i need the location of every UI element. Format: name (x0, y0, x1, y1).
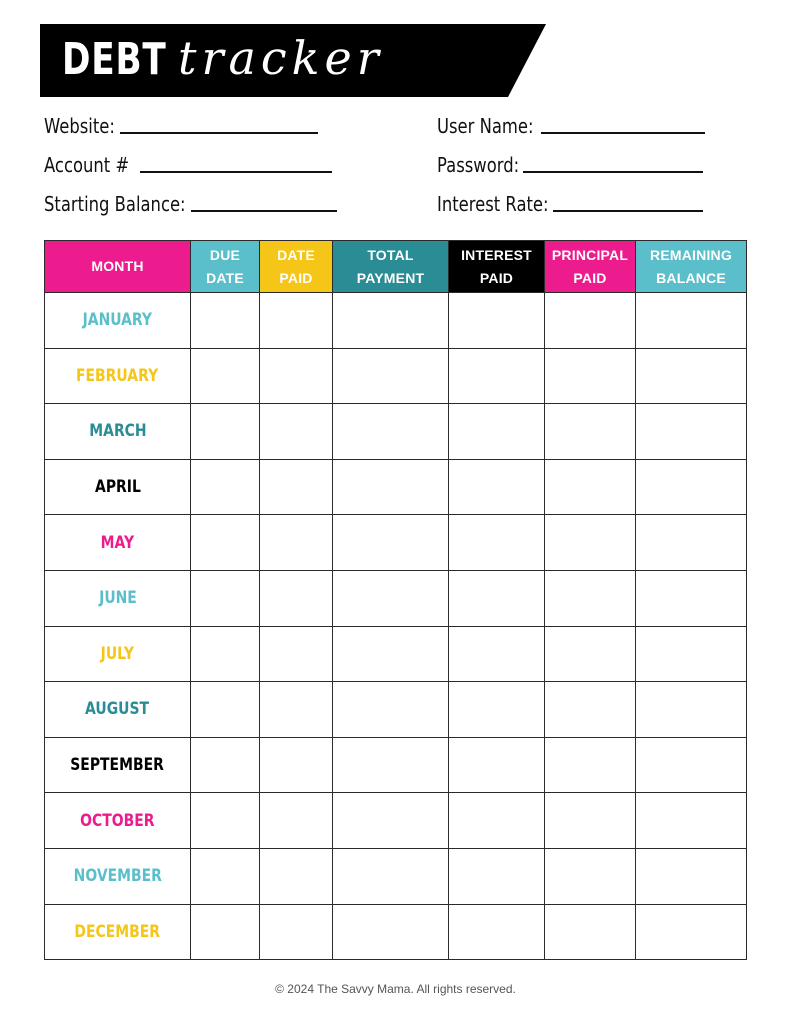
entry-cell[interactable] (545, 848, 636, 904)
entry-cell[interactable] (333, 570, 449, 626)
month-label: FEBRUARY (76, 365, 159, 386)
entry-cell[interactable] (636, 682, 747, 738)
table-row (45, 682, 747, 738)
entry-cell[interactable] (449, 904, 545, 960)
month-label: MAY (100, 532, 135, 553)
table-row (45, 793, 747, 849)
interest-rate-line[interactable] (553, 210, 703, 212)
entry-cell[interactable] (636, 848, 747, 904)
entry-cell[interactable] (191, 737, 260, 793)
entry-cell[interactable] (191, 848, 260, 904)
entry-cell[interactable] (636, 293, 747, 349)
entry-cell[interactable] (449, 793, 545, 849)
month-label: JANUARY (82, 310, 153, 331)
entry-cell[interactable] (636, 348, 747, 404)
header-label: BALANCE (656, 269, 726, 286)
header-label: DATE (206, 269, 244, 286)
entry-cell[interactable] (333, 348, 449, 404)
month-label: MARCH (88, 421, 147, 442)
month-cell (45, 293, 191, 349)
entry-cell[interactable] (545, 793, 636, 849)
entry-cell[interactable] (333, 293, 449, 349)
entry-cell[interactable] (449, 626, 545, 682)
entry-cell[interactable] (545, 682, 636, 738)
table-row (45, 626, 747, 682)
entry-cell[interactable] (191, 459, 260, 515)
entry-cell[interactable] (191, 570, 260, 626)
month-label: AUGUST (85, 699, 150, 720)
month-cell (45, 404, 191, 460)
title-debt: DEBT (62, 34, 167, 85)
password-label: Password: (437, 153, 520, 177)
entry-cell[interactable] (333, 682, 449, 738)
entry-cell[interactable] (191, 293, 260, 349)
debt-table (44, 240, 747, 960)
entry-cell[interactable] (449, 459, 545, 515)
month-label: APRIL (94, 477, 141, 498)
entry-cell[interactable] (449, 348, 545, 404)
entry-cell[interactable] (333, 459, 449, 515)
user-name-field[interactable] (437, 112, 705, 138)
starting-balance-label: Starting Balance: (44, 192, 186, 216)
entry-cell[interactable] (636, 793, 747, 849)
table-row (45, 904, 747, 960)
entry-cell[interactable] (260, 682, 333, 738)
month-label: DECEMBER (74, 921, 161, 942)
month-cell (45, 515, 191, 571)
account-field[interactable] (44, 151, 332, 177)
header-label: REMAINING (650, 246, 732, 263)
entry-cell[interactable] (191, 904, 260, 960)
title-tracker: tracker (178, 31, 384, 85)
month-cell (45, 682, 191, 738)
entry-cell[interactable] (260, 348, 333, 404)
table-row (45, 515, 747, 571)
entry-cell[interactable] (260, 459, 333, 515)
website-line[interactable] (120, 132, 318, 134)
entry-cell[interactable] (191, 404, 260, 460)
entry-cell[interactable] (260, 404, 333, 460)
entry-cell[interactable] (545, 570, 636, 626)
entry-cell[interactable] (191, 793, 260, 849)
header-label: PAID (279, 269, 313, 286)
month-label: JUNE (98, 588, 137, 609)
entry-cell[interactable] (449, 515, 545, 571)
table-row (45, 404, 747, 460)
entry-cell[interactable] (545, 404, 636, 460)
header-label: PRINCIPAL (551, 246, 629, 263)
account-line[interactable] (140, 171, 332, 173)
entry-cell[interactable] (260, 848, 333, 904)
entry-cell[interactable] (191, 348, 260, 404)
header-cell (260, 241, 333, 293)
entry-cell[interactable] (636, 737, 747, 793)
month-label: JULY (100, 643, 135, 664)
month-cell (45, 570, 191, 626)
month-cell (45, 793, 191, 849)
entry-cell[interactable] (449, 682, 545, 738)
interest-rate-field[interactable] (437, 190, 703, 216)
entry-cell[interactable] (260, 626, 333, 682)
header-label: MONTH (91, 258, 144, 274)
entry-cell[interactable] (260, 793, 333, 849)
header-cell (636, 241, 747, 293)
header-label: TOTAL (367, 246, 414, 263)
interest-rate-label: Interest Rate: (437, 192, 549, 216)
entry-cell[interactable] (333, 848, 449, 904)
header-label: PAID (479, 269, 514, 286)
entry-cell[interactable] (191, 515, 260, 571)
header-label: PAYMENT (356, 269, 425, 286)
copyright-footer: © 2024 The Savvy Mama. All rights reserved. (275, 982, 516, 996)
month-label: SEPTEMBER (70, 755, 165, 776)
entry-cell[interactable] (260, 570, 333, 626)
entry-cell[interactable] (333, 626, 449, 682)
entry-cell[interactable] (545, 626, 636, 682)
month-cell (45, 459, 191, 515)
entry-cell[interactable] (333, 793, 449, 849)
title-banner (40, 24, 546, 97)
month-cell (45, 348, 191, 404)
entry-cell[interactable] (545, 515, 636, 571)
password-field[interactable] (437, 151, 703, 177)
account-label: Account # (44, 153, 130, 177)
entry-cell[interactable] (636, 904, 747, 960)
user-name-line[interactable] (541, 132, 705, 134)
entry-cell[interactable] (636, 459, 747, 515)
month-cell (45, 737, 191, 793)
header-cell (333, 241, 449, 293)
entry-cell[interactable] (545, 904, 636, 960)
entry-cell[interactable] (636, 515, 747, 571)
table-row (45, 293, 747, 349)
entry-cell[interactable] (545, 348, 636, 404)
entry-cell[interactable] (636, 570, 747, 626)
month-cell (45, 904, 191, 960)
entry-cell[interactable] (545, 737, 636, 793)
header-label: DUE (209, 246, 241, 263)
month-cell (45, 626, 191, 682)
header-cell (45, 241, 191, 293)
entry-cell[interactable] (449, 404, 545, 460)
header-cell (449, 241, 545, 293)
entry-cell[interactable] (260, 515, 333, 571)
password-line[interactable] (523, 171, 703, 173)
entry-cell[interactable] (260, 293, 333, 349)
header-label: PAID (573, 269, 607, 286)
starting-balance-field[interactable] (44, 190, 337, 216)
entry-cell[interactable] (333, 904, 449, 960)
entry-cell[interactable] (333, 404, 449, 460)
header-row (45, 241, 747, 293)
entry-cell[interactable] (191, 626, 260, 682)
entry-cell[interactable] (333, 737, 449, 793)
month-cell (45, 848, 191, 904)
user-name-label: User Name: (437, 114, 534, 138)
month-label: OCTOBER (80, 810, 155, 831)
entry-cell[interactable] (545, 293, 636, 349)
entry-cell[interactable] (260, 904, 333, 960)
month-label: NOVEMBER (73, 866, 162, 887)
header-cell (191, 241, 260, 293)
header-label: DATE (277, 246, 315, 263)
table-body (45, 293, 747, 960)
table-row (45, 848, 747, 904)
table-row (45, 348, 747, 404)
table-row (45, 737, 747, 793)
table-row (45, 570, 747, 626)
entry-cell[interactable] (449, 293, 545, 349)
website-field[interactable] (44, 112, 318, 138)
entry-cell[interactable] (191, 682, 260, 738)
entry-cell[interactable] (636, 404, 747, 460)
entry-cell[interactable] (260, 737, 333, 793)
entry-cell[interactable] (449, 737, 545, 793)
website-label: Website: (44, 114, 115, 138)
header-label: INTEREST (461, 246, 532, 263)
entry-cell[interactable] (545, 459, 636, 515)
entry-cell[interactable] (636, 626, 747, 682)
entry-cell[interactable] (449, 570, 545, 626)
header-cell (545, 241, 636, 293)
entry-cell[interactable] (333, 515, 449, 571)
table-row (45, 459, 747, 515)
entry-cell[interactable] (449, 848, 545, 904)
starting-balance-line[interactable] (191, 210, 337, 212)
